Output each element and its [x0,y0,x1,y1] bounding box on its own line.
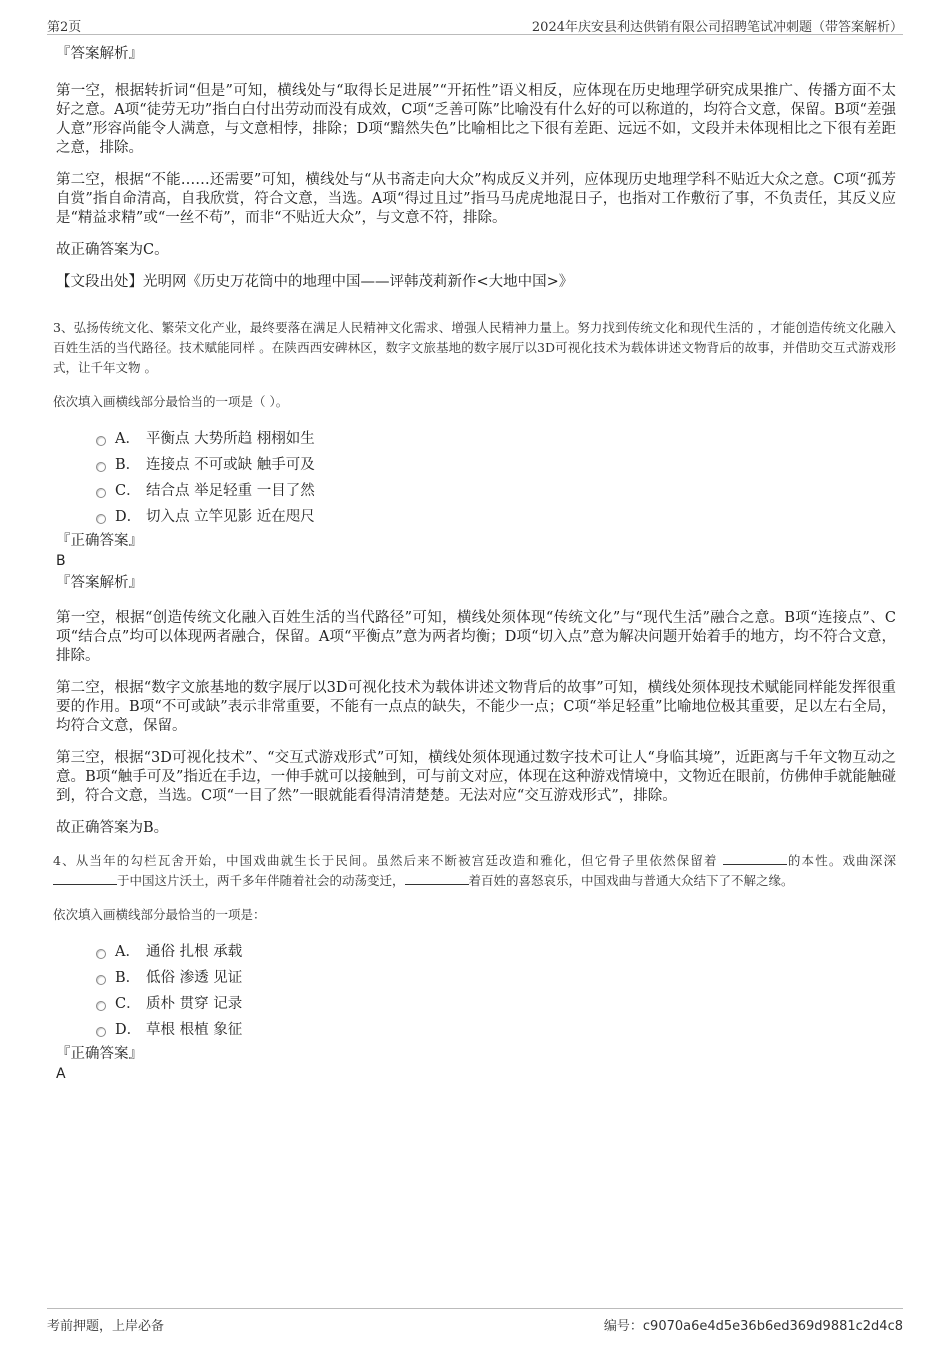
stem-text: 着百姓的喜怒哀乐，中国戏曲与普通大众结下了不解之缘。 [468,873,794,888]
option-letter: B． [115,457,141,473]
page-header [47,14,903,35]
document-title: 2024年庆安县利达供销有限公司招聘笔试冲刺题（带答案解析） [531,20,903,35]
analysis-paragraph: 第一空，根据转折词“但是”可知，横线处与“取得长足进展”“开拓性”语义相反，应体现在历史地理学研究成果推广、传播方面不太好之意。A项“徒劳无功”指白白付出劳动而没有成效，C项“乏善可陈”比喻没有什么好的可以称道的，均符合文意，保留。B项“差强人意”形容尚能令人满意，与文意相悖，排除；D项“黯然失色”比喻相比之下很有差距、远远不如，文段并未体现相比之下很有差距之意，排除。 [56,83,896,156]
option-text: 连接点 不可或缺 触手可及 [146,457,315,473]
code-value: c9070a6e4d5e36b6ed369d9881c2d4c8 [642,1319,903,1334]
option-letter: C． [115,996,141,1012]
question-stem [53,851,896,891]
radio-icon[interactable] [96,949,106,959]
radio-icon[interactable] [96,1001,106,1011]
option-letter: C． [115,483,141,499]
question-prompt: 依次填入画横线部分最恰当的一项是： [53,907,266,922]
option-c[interactable] [96,478,896,504]
option-d[interactable] [96,1017,896,1043]
radio-icon[interactable] [96,514,106,524]
correct-answer-label: 『正确答案』 [56,1046,143,1062]
question-stem: 3、弘扬传统文化、繁荣文化产业，最终要落在满足人民精神文化需求、增强人民精神力量上。努力找到传统文化和现代生活的 ，才能创造传统文化融入百姓生活的当代路径。技术赋能同样 。在陕西西安碑林区，数字文旅基地的数字展厅以3D可视化技术为载体讲述文物背后的故事，并借助交互式游戏形式，让千年文物 。 [53,320,896,375]
option-text: 质朴 贯穿 记录 [146,996,243,1012]
option-a[interactable] [96,939,896,965]
fill-blank [723,852,787,865]
code-label: 编号： [603,1319,643,1334]
option-letter: D． [115,509,142,525]
option-text: 低俗 渗透 见证 [146,970,243,986]
option-a[interactable] [96,426,896,452]
analysis-label: 『答案解析』 [56,46,143,62]
radio-icon[interactable] [96,436,106,446]
option-d[interactable] [96,504,896,530]
option-text: 草根 根植 象征 [146,1022,243,1038]
fill-blank [405,872,469,885]
option-b[interactable] [96,965,896,991]
radio-icon[interactable] [96,462,106,472]
source-citation: 【文段出处】光明网《历史万花筒中的地理中国——评韩茂莉新作<大地中国>》 [56,274,574,290]
analysis-label: 『答案解析』 [56,575,143,591]
page-content [53,44,896,1084]
radio-icon[interactable] [96,1027,106,1037]
option-b[interactable] [96,452,896,478]
stem-text: 的本性。戏曲深深 [786,853,896,868]
option-letter: D． [115,1022,142,1038]
question-prompt: 依次填入画横线部分最恰当的一项是（ ）。 [53,394,289,409]
option-c[interactable] [96,991,896,1017]
radio-icon[interactable] [96,975,106,985]
option-letter: A． [115,431,140,447]
correct-answer-value: A [56,1066,66,1082]
option-text: 结合点 举足轻重 一目了然 [146,483,315,499]
analysis-conclusion: 故正确答案为C。 [56,242,169,258]
correct-answer-label: 『正确答案』 [56,533,143,549]
fill-blank [53,872,117,885]
option-list [96,426,896,530]
option-letter: A． [115,944,140,960]
page-footer [47,1308,903,1333]
option-letter: B． [115,970,141,986]
stem-text: 4、从当年的勾栏瓦舍开始，中国戏曲就生长于民间。虽然后来不断被宫廷改造和雅化，但它骨子里依然保留着 [53,853,723,868]
footer-slogan: 考前押题，上岸必备 [47,1319,165,1334]
analysis-conclusion: 故正确答案为B。 [56,820,169,836]
option-list [96,939,896,1043]
radio-icon[interactable] [96,488,106,498]
stem-text: 于中国这片沃土，两千多年伴随着社会的动荡变迁， [117,873,405,888]
analysis-paragraph: 第二空，根据“不能……还需要”可知，横线处与“从书斋走向大众”构成反义并列，应体现历史地理学科不贴近大众之意。C项“孤芳自赏”指自命清高，自我欣赏，符合文意，当选。A项“得过且过”指马马虎虎地混日子，也指对工作敷衍了事，不负责任，其反义应是“精益求精”或“一丝不苟”，而非“不贴近大众”，与文意不符，排除。 [56,172,896,226]
option-text: 通俗 扎根 承载 [146,944,243,960]
option-text: 切入点 立竿见影 近在咫尺 [146,509,315,525]
analysis-paragraph: 第一空，根据“创造传统文化融入百姓生活的当代路径”可知，横线处须体现“传统文化”与“现代生活”融合之意。B项“连接点”、C项“结合点”均可以体现两者融合，保留。A项“平衡点”意为两者均衡；D项“切入点”意为解决问题开始着手的地方，均不符合文意，排除。 [56,610,896,664]
analysis-paragraph: 第三空，根据“3D可视化技术”、“交互式游戏形式”可知，横线处须体现通过数字技术可让人“身临其境”，近距离与千年文物互动之意。B项“触手可及”指近在手边，一伸手就可以接触到，可与前文对应，体现在这种游戏情境中，文物近在眼前，仿佛伸手就能触碰到，符合文意，当选。C项“一目了然”一眼就能看得清清楚楚。无法对应“交互游戏形式”，排除。 [56,750,896,804]
document-code [604,1315,903,1334]
analysis-paragraph: 第二空，根据“数字文旅基地的数字展厅以3D可视化技术为载体讲述文物背后的故事”可知，横线处须体现技术赋能同样能发挥很重要的作用。B项“不可或缺”表示非常重要，不能有一点点的缺失，不能少一点；C项“举足轻重”比喻地位极其重要，足以左右全局，均符合文意，保留。 [56,680,896,734]
page-number: 第2页 [47,20,82,35]
correct-answer-value: B [56,553,66,569]
option-text: 平衡点 大势所趋 栩栩如生 [146,431,315,447]
